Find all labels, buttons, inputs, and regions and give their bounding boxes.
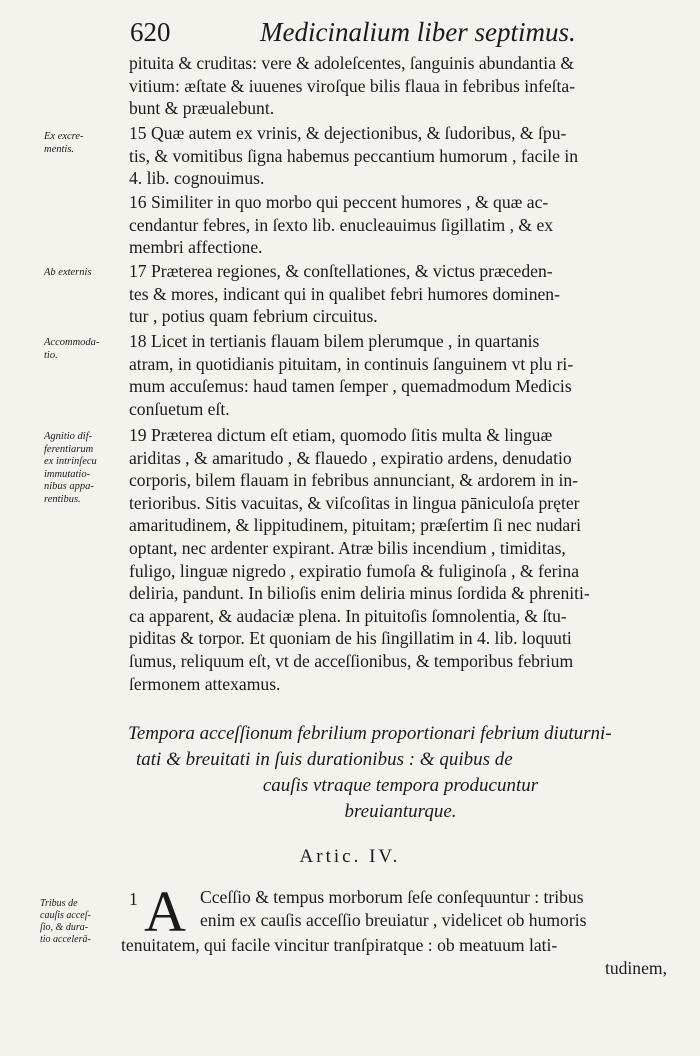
text-line: ariditas , & amaritudo , & flauedo , expiratio ardens, denudatio [129, 447, 572, 468]
text-line: 15 Quæ autem ex vrinis, & dejectionibus, & ſudoribus, & ſpu- [129, 123, 567, 143]
paragraph-18 [129, 330, 664, 420]
margin-note: Tribus de cauſis acceſ- ſio, & dura- tio accelerā- [40, 898, 91, 945]
text-line: fuligo, linguæ nigredo , expiratio fumoſa & fuliginoſa , & ferina [129, 560, 580, 581]
page-number: 620 [130, 17, 171, 47]
paragraph-19 [129, 424, 664, 695]
heading-line: cauſis vtraque tempora producuntur [262, 775, 539, 796]
margin-note: Agnitio dif- ferentiarum ex intrinſecu immutatio- nibus appa- rentibus. [44, 431, 97, 505]
text-line: 18 Licet in tertianis flauam bilem plerumque , in quartanis [129, 331, 540, 351]
running-header [130, 14, 670, 50]
text-line: pituita & cruditas: vere & adoleſcentes, ſanguinis abundantia & [129, 53, 575, 73]
final-paragraph [200, 886, 668, 931]
text-line: atram, in quotidianis pituitam, in continuis ſanguinem vt plu ri- [129, 353, 574, 374]
text-line: vitium: æſtate & iuuenes viroſque bilis flaua in febribus infeſta- [129, 75, 576, 96]
text-line: terioribus. Sitis vacuitas, & viſcoſitas in lingua pāniculoſa pręter [129, 492, 580, 513]
text-line: ſermonem attexamus. [129, 673, 281, 694]
text-line: enim ex cauſis acceſſio breuiatur , videlicet ob humoris [200, 909, 587, 930]
text-line: 16 Similiter in quo morbo qui peccent humores , & quæ ac- [129, 192, 549, 212]
text-line: tur , potius quam febrium circuitus. [129, 306, 378, 327]
text-line: conſuetum eſt. [129, 398, 230, 419]
text-line: deliria, pandunt. In bilioſis enim deliria minus ſordida & phreniti- [129, 583, 590, 604]
text-line: 19 Præterea dictum eſt etiam, quomodo ſitis multa & linguæ [129, 425, 553, 445]
text-line: tudinem, [604, 958, 667, 978]
text-line: Cceſſio & tempus morborum ſeſe conſequuntur : tribus [200, 887, 584, 907]
text-line: amaritudinem, & lippitudinem, pituitam; præſertim ſi nec nudari [129, 515, 581, 536]
heading-line: breuianturque. [344, 801, 457, 822]
margin-note: Ex excre- mentis. [44, 131, 84, 155]
text-line: ſumus, reliquum eſt, vt de acceſſionibus, & temporibus febrium [129, 650, 574, 671]
intro-paragraph [129, 52, 664, 120]
text-line: tenuitatem, qui facile vincitur tranſpiratque : ob meatuum lati- [121, 935, 558, 955]
text-line: mum accuſemus: haud tamen ſemper , quemadmodum Medicis [129, 376, 572, 397]
paragraph-number: 1 [129, 889, 138, 909]
text-line: 4. lib. cognouimus. [129, 168, 265, 189]
text-line: bunt & præualebunt. [129, 98, 275, 119]
text-line: tis, & vomitibus ſigna habemus peccantium humorum , facile in [129, 145, 579, 166]
margin-note: Accommoda- tio. [44, 337, 100, 361]
text-line: piditas & torpor. Et quoniam de his ſingillatim in 4. lib. loquuti [129, 628, 572, 649]
text-line: 17 Præterea regiones, & conſtellationes, & victus præceden- [129, 261, 553, 281]
text-line: membri affectione. [129, 237, 263, 258]
section-heading [128, 721, 673, 825]
text-line: ca apparent, & audaciæ plena. In pituitoſis ſomnolentia, & ſtu- [129, 605, 567, 626]
article-label: Artic. IV. [299, 846, 401, 867]
heading-line: tati & breuitati in ſuis durationibus : & quibus de [136, 749, 513, 770]
margin-note: Ab externis [44, 267, 92, 278]
running-title: Medicinalium liber septimus. [260, 17, 576, 47]
paragraph-16 [129, 191, 664, 259]
text-line: cendantur febres, in ſexto lib. enucleauimus ſigillatim , & ex [129, 214, 554, 235]
drop-capital: A [144, 879, 186, 944]
text-line: optant, nec ardenter expirant. Atræ bilis incendium , timiditas, [129, 537, 566, 558]
text-line: corporis, bilem flauam in febribus annunciant, & ardorem in in- [129, 470, 579, 491]
paragraph-15 [129, 122, 664, 190]
heading-line: Tempora acceſſionum febrilium proportionari febrium diuturni- [128, 723, 612, 744]
text-line: tes & mores, indicant qui in qualibet febri humores dominen- [129, 283, 560, 304]
paragraph-17 [129, 260, 664, 328]
